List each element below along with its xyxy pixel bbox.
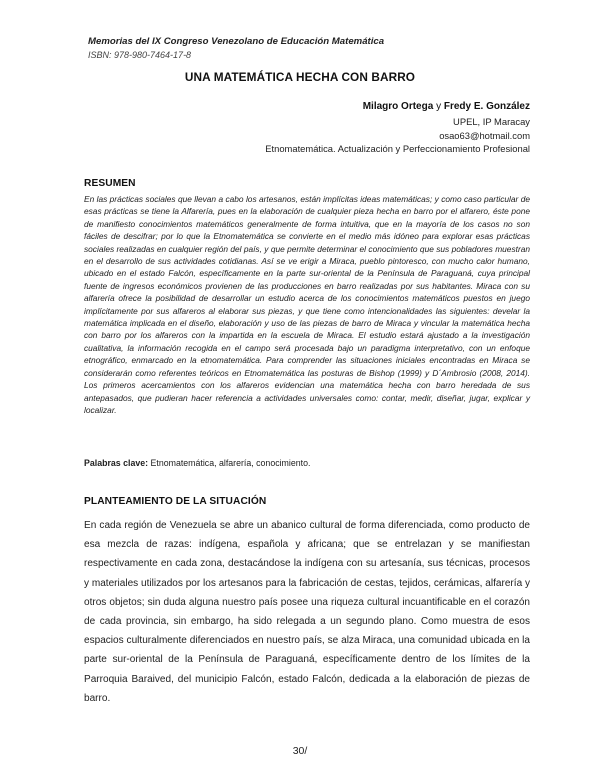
resumen-heading: RESUMEN (84, 178, 136, 189)
author-2: Fredy E. González (443, 101, 530, 112)
keywords-line (84, 458, 530, 468)
paper-title: UNA MATEMÁTICA HECHA CON BARRO (184, 70, 416, 84)
isbn-header: ISBN: 978-980-7464-17-8 (88, 50, 192, 60)
page-number: 30/ (292, 745, 308, 757)
author-email: osao63@hotmail.com (439, 130, 530, 141)
keywords-text: Etnomatemática, alfarería, conocimiento. (148, 458, 311, 468)
author-line (363, 101, 530, 112)
affiliation: UPEL, IP Maracay (453, 116, 530, 127)
author-1: Milagro Ortega (362, 101, 434, 112)
abstract-text: En las prácticas sociales que llevan a cabo los artesanos, están implícitas ideas matemáticas; y como caso particular de esas prácticas se tiene la Alfarería, pues en la elaboración de cualquier pieza hecha en barro por el alfarero, éste pone de manifiesto conocimientos matemáticos generalmente de forma intuitiva, que en la mayoría de los casos no son fáciles de descifrar; por lo que la Etnomatemática se convierte en el medio más idóneo para explorar esas prácticas sociales realizadas en cualquier región del país, y que permite determinar el conocimiento que sus pobladores muestran en el desarrollo de sus actividades cotidianas. Así se ve erigir a Miraca, pueblo pintoresco, con mucho calor humano, ubicado en el estado Falcón, específicamente en la parte sur-oriental de la Península de Paraguaná, cuya principal fuente de ingresos económicos provienen de las producciones en barro realizadas por sus habitantes. Miraca con su alfarería ofrece la posibilidad de desarrollar un estudio acerca de los conocimientos matemáticos puestos en juego implícitamente por sus alfareros al elaborar sus piezas, y que tiene como intencionalidades las siguientes: develar la matemática implicada en el diseño, elaboración y uso de las piezas de barro de Miraca y vincular la matemática hecha con barro por los alfareros con la impartida en la escuela de Miraca. El estudio estará ajustado a la investigación cualitativa, la información recogida en el campo será procesada bajo un paradigma interpretativo, con un enfoque etnográfico, enmarcado en la etnomatemática. Para comprender las situaciones iniciales encontradas en Miraca se considerarán como referentes teóricos en Etnomatemática las posturas de Bishop (1999) y D´Ambrosio (2008, 2014). Los primeros acercamientos con los alfareros evidencian una matemática hecha con barro heredada de sus antepasados, que pudieran hacer referencia a actividades universales como: contar, medir, diseñar, jugar, explicar y localizar. (84, 194, 530, 415)
topic-line: Etnomatemática. Actualización y Perfeccionamiento Profesional (265, 143, 530, 154)
proceedings-header: Memorias del IX Congreso Venezolano de Educación Matemática (88, 36, 385, 47)
planteamiento-paragraph: En cada región de Venezuela se abre un abanico cultural de forma diferenciada, como producto de esa mezcla de razas: indígena, española y africana; que se entrelazan y se manifiestan respectivamente en cada zona, destacándose la indígena con su artesanía, sus técnicas, procesos y materiales utilizados por los artesanos para la fabricación de cestas, tejidos, cerámicas, alfarería y otros objetos; sin duda alguna nuestro país posee una riqueza cultural incuantificable en el corazón de cada provincia, sin embargo, ha sido relegada a un segundo plano. Como muestra de esos espacios culturalmente diferenciados en nuestro país, se alza Miraca, una comunidad ubicada en la parte sur-oriental de la Península de Paraguaná, específicamente dentro de los límites de la Parroquia Baraived, del municipio Falcón, estado Falcón, dedicada a la elaboración de piezas de barro. (84, 520, 530, 704)
planteamiento-heading: PLANTEAMIENTO DE LA SITUACIÓN (84, 496, 267, 507)
author-conjunction: y (436, 101, 442, 112)
keywords-separator: : (145, 458, 149, 468)
keywords-label: Palabras clave (84, 458, 146, 468)
